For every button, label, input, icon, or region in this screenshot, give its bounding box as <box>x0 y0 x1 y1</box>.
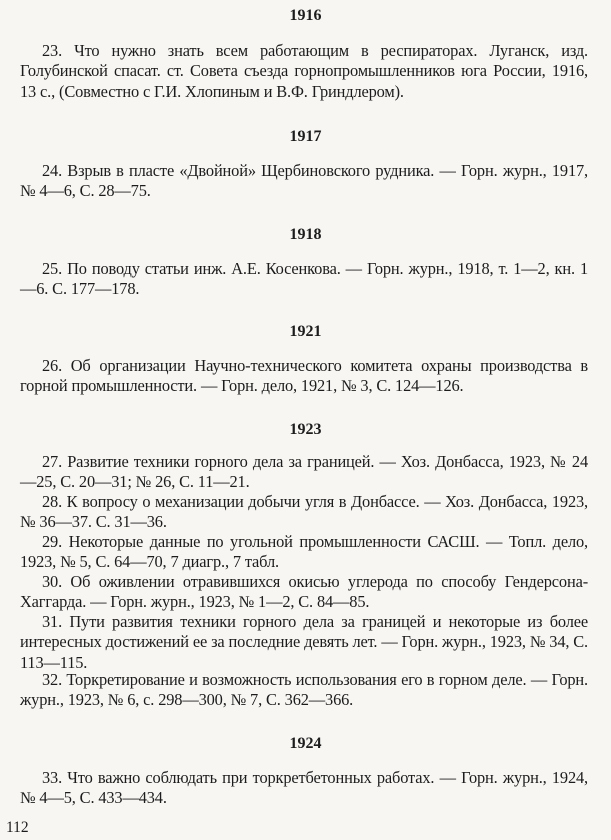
year-heading-1916: 1916 <box>289 7 322 24</box>
bibliography-entry-28: 28. К вопросу о механизации добычи угля в Донбассе. — Хоз. Донбасса, 1923, № 36—37. С. 31—36. <box>20 492 588 532</box>
bibliography-entry-32: 32. Торкретирование и возможность использования его в горном деле. — Горн. журн., 1923, № 6, с. 298—300, № 7, С. 362—366. <box>20 670 588 710</box>
bibliography-entry-27: 27. Развитие техники горного дела за границей. — Хоз. Донбасса, 1923, № 24—25, С. 20—31; № 26, С. 11—21. <box>20 452 588 492</box>
bibliography-entry-23: 23. Что нужно знать всем работающим в респираторах. Луганск, изд. Голубинской спасат. ст. Совета съезда горнопромышленников юга России, 1916, 13 с., (Совместно с Г.И. Хлопиным и В.Ф. Гриндлером). <box>20 41 588 101</box>
year-heading-1924: 1924 <box>289 735 322 752</box>
bibliography-entry-29: 29. Некоторые данные по угольной промышленности САСШ. — Топл. дело, 1923, № 5, С. 64—70, 7 диагр., 7 табл. <box>20 532 588 572</box>
year-heading-1917: 1917 <box>289 128 322 145</box>
bibliography-entry-30: 30. Об оживлении отравившихся окисью углерода по способу Гендерсона-Хаггарда. — Горн. журн., 1923, № 1—2, С. 84—85. <box>20 572 588 612</box>
bibliography-entry-26: 26. Об организации Научно-технического комитета охраны производства в горной промышленности. — Горн. дело, 1921, № 3, С. 124—126. <box>20 356 588 396</box>
year-heading-1918: 1918 <box>289 226 322 243</box>
bibliography-entry-33: 33. Что важно соблюдать при торкретбетонных работах. — Горн. журн., 1924, № 4—5, С. 433—434. <box>20 768 588 808</box>
year-heading-1923: 1923 <box>289 421 322 438</box>
bibliography-entry-31: 31. Пути развития техники горного дела за границей и некоторые из более интересных достижений ее за последние девять лет. — Горн. журн., 1923, № 34, С. 113—115. <box>20 612 588 672</box>
page-number: 112 <box>6 819 29 836</box>
bibliography-entry-25: 25. По поводу статьи инж. А.Е. Косенкова. — Горн. журн., 1918, т. 1—2, кн. 1—6. С. 177—178. <box>20 259 588 299</box>
bibliography-entry-24: 24. Взрыв в пласте «Двойной» Щербиновского рудника. — Горн. журн., 1917, № 4—6, С. 28—75. <box>20 161 588 201</box>
year-heading-1921: 1921 <box>289 323 322 340</box>
